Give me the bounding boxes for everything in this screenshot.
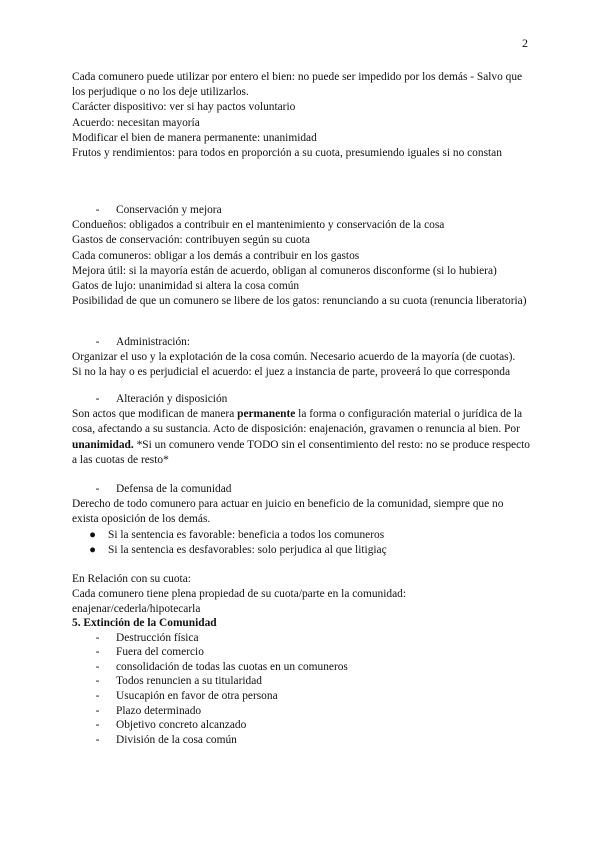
paragraph: Acuerdo: necesitan mayoría	[72, 116, 200, 129]
defensa-section	[72, 482, 532, 558]
list-item: ● Si la sentencia es favorable: beneficia a todos los comuneros	[89, 528, 385, 541]
section-heading: - Conservación y mejora	[95, 204, 222, 216]
conservacion-section	[72, 203, 532, 309]
paragraph: Cada comunero puede utilizar por entero el bien: no puede ser impedido por los demás - Salvo que los perjudique o no los deje utilizarlos.	[72, 71, 523, 99]
paragraph: Modificar el bien de manera permanente: unanimidad	[72, 131, 317, 144]
list-item: - División de la cosa común	[95, 733, 237, 746]
paragraph: Mejora útil: si la mayoría están de acuerdo, obligan al comuneros disconforme (si lo hubiera)	[72, 264, 497, 277]
page-number: 2	[522, 36, 528, 50]
paragraph: Posibilidad de que un comunero se libere de los gatos: renunciando a su cuota (renuncia liberatoria)	[72, 295, 527, 308]
extincion-section	[72, 616, 532, 747]
list-item: - Objetivo concreto alcanzado	[95, 719, 247, 732]
paragraph: En Relación con su cuota:	[72, 573, 191, 585]
list-item: - Usucapión en favor de otra persona	[95, 689, 278, 702]
paragraph: Frutos y rendimientos: para todos en proporción a su cuota, presumiendo iguales si no constan	[72, 147, 502, 160]
intro-section	[72, 70, 532, 161]
paragraph: Organizar el uso y la explotación de la cosa común. Necesario acuerdo de la mayoría (de cuotas).	[72, 351, 516, 364]
paragraph: Carácter dispositivo: ver si hay pactos voluntario	[72, 101, 296, 114]
paragraph: Son actos que modifican de manera permanente la forma o configuración material o jurídica de la cosa, afectando a su sustancia. Acto de disposición: enajenación, gravamen o renuncia al bien. Por unanimidad. *Si un comunero vende TODO sin el consentimiento del resto: no se produce respecto a las cuotas de resto*	[72, 408, 530, 466]
alteracion-section	[72, 392, 532, 468]
cuota-section	[72, 572, 532, 618]
list-item: - Fuera del comercio	[95, 646, 204, 659]
section-heading: - Administración:	[95, 336, 191, 348]
administracion-section	[72, 335, 532, 381]
list-item: - Destrucción física	[95, 631, 199, 644]
list-item: ● Si la sentencia es desfavorables: solo perjudica al que litigiaç	[89, 543, 387, 556]
list-item: - Plazo determinado	[95, 704, 202, 717]
paragraph: Cada comuneros: obligar a los demás a contribuir en los gastos	[72, 249, 360, 262]
paragraph: Derecho de todo comunero para actuar en juicio en beneficio de la comunidad, siempre que no exista oposición de los demás.	[72, 498, 504, 526]
section-heading: - Defensa de la comunidad	[95, 483, 232, 495]
section-title: 5. Extinción de la Comunidad	[72, 617, 217, 629]
paragraph: Si no la hay o es perjudicial el acuerdo: el juez a instancia de parte, proveerá lo que corresponda	[72, 366, 511, 379]
list-item: - Todos renuncien a su titularidad	[95, 675, 262, 688]
paragraph: Gastos de conservación: contribuyen según su cuota	[72, 234, 310, 247]
section-heading: - Alteración y disposición	[95, 393, 228, 405]
paragraph: Gatos de lujo: unanimidad si altera la cosa común	[72, 280, 300, 293]
paragraph: Cada comunero tiene plena propiedad de su cuota/parte en la comunidad: enajenar/cederla/hipotecarla	[72, 588, 406, 616]
list-item: - consolidación de todas las cuotas en un comuneros	[95, 660, 348, 673]
paragraph: Condueños: obligados a contribuir en el mantenimiento y conservación de la cosa	[72, 219, 445, 232]
